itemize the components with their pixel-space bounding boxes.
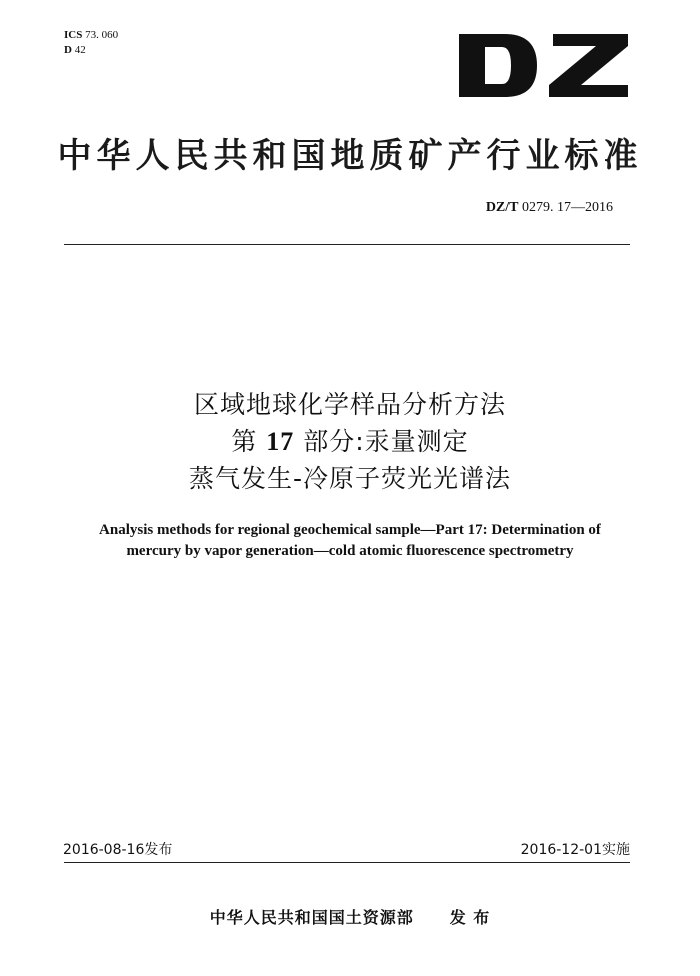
- header-divider: [64, 244, 630, 245]
- release-date-value: 2016-08-16: [63, 842, 145, 858]
- title-cn-part-number: 17: [266, 427, 295, 456]
- ccs-label: D: [64, 44, 72, 56]
- logo-letter-z: [549, 34, 628, 97]
- title-cn-line2-prefix: 第: [231, 427, 258, 456]
- title-cn-line2-rest: 部分:汞量测定: [303, 427, 469, 456]
- title-cn-line1: 区域地球化学样品分析方法: [193, 390, 506, 419]
- ics-line: [64, 28, 118, 43]
- implement-date-value: 2016-12-01: [520, 842, 602, 858]
- implement-label: 实施: [602, 842, 630, 858]
- title-cn-line2: [0, 422, 700, 458]
- ics-label: ICS: [64, 29, 83, 41]
- ccs-line: [64, 43, 118, 58]
- title-cn-line3: 蒸气发生-冷原子荧光光谱法: [188, 464, 512, 493]
- release-date: [63, 839, 172, 859]
- industry-standard-title: 中华人民共和国地质矿产行业标准: [57, 136, 643, 176]
- dz-logo: [457, 33, 630, 98]
- title-en-line1: Analysis methods for regional geochemical sample—Part 17: Determination of: [99, 522, 601, 538]
- ccs-code: 42: [74, 44, 86, 56]
- standard-code: DZ/T: [485, 200, 519, 215]
- classification-codes: [64, 28, 118, 58]
- release-label: 发布: [144, 842, 173, 858]
- issuer-line: [0, 905, 700, 928]
- issuer-name: 中华人民共和国国土资源部: [209, 908, 414, 927]
- ics-code: 73. 060: [85, 29, 119, 41]
- standard-number-value: 0279. 17—2016: [522, 200, 613, 215]
- title-en-line2: mercury by vapor generation—cold atomic fluorescence spectrometry: [126, 543, 574, 559]
- standard-number: [486, 200, 613, 216]
- implementation-date: [521, 839, 630, 859]
- issuer-action: 发 布: [449, 908, 491, 927]
- footer-divider: [64, 862, 630, 863]
- logo-letter-d: [459, 34, 537, 97]
